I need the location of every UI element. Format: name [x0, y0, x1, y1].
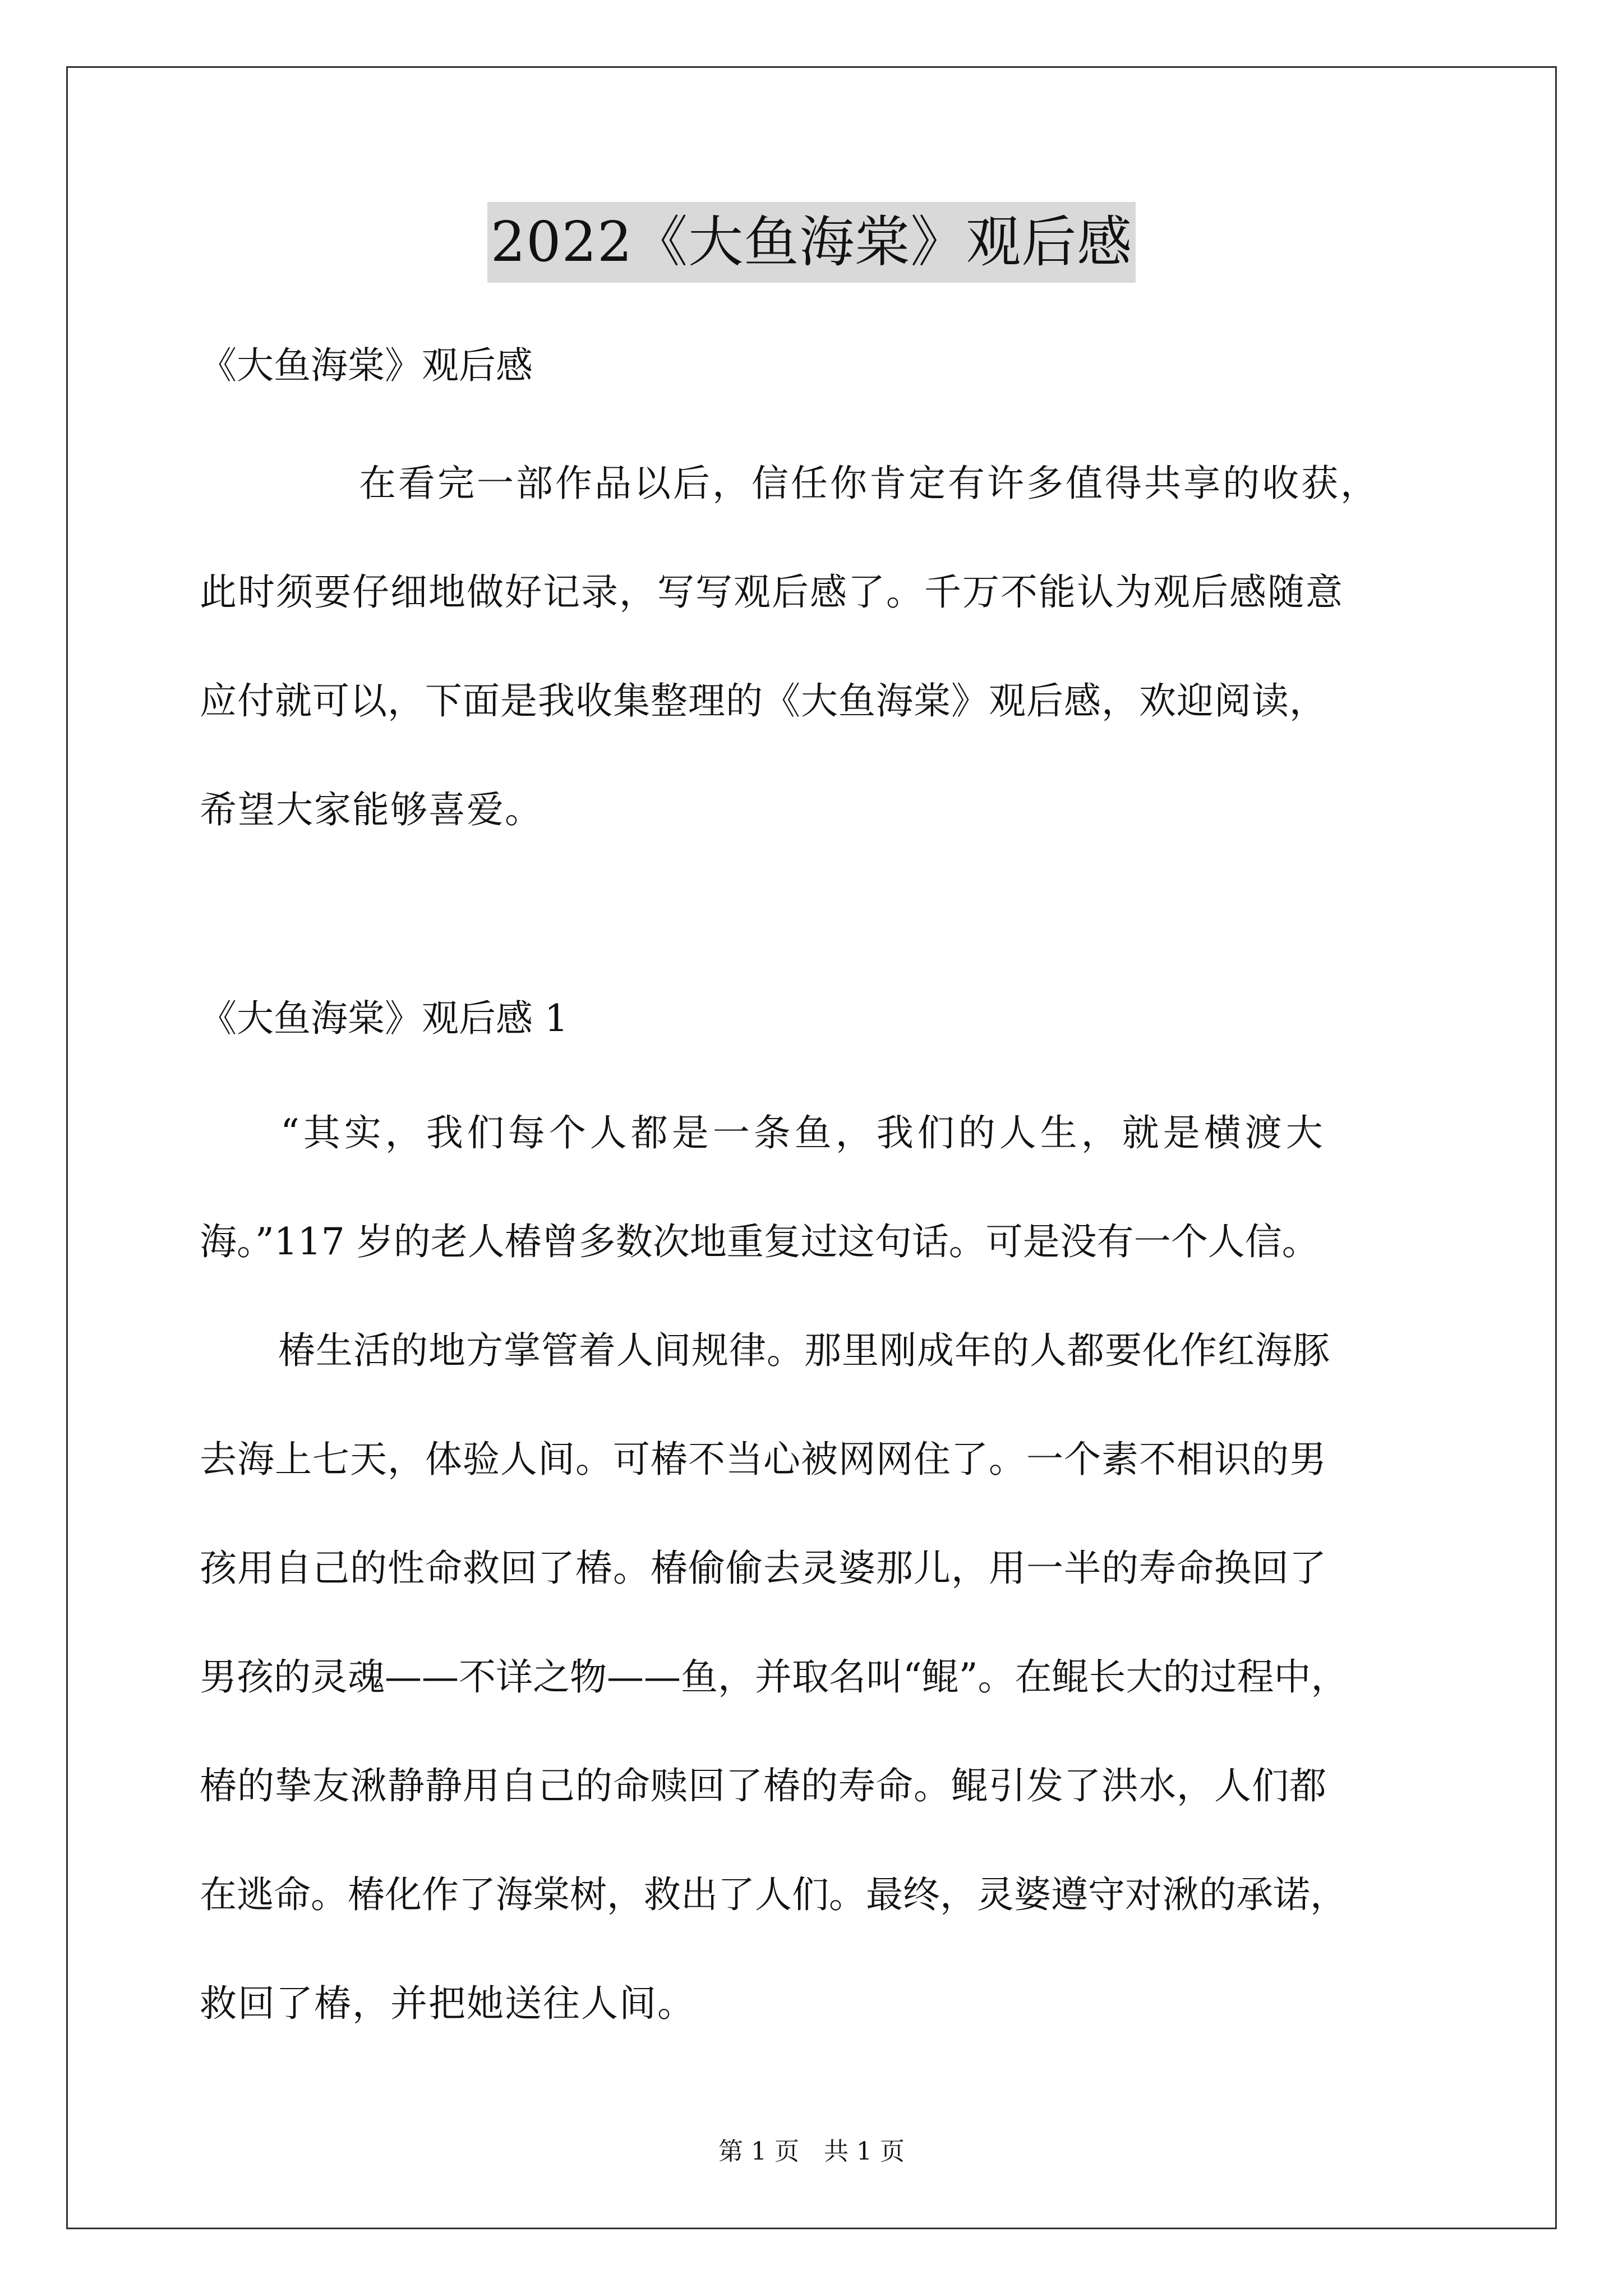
section1-paragraph-line: 孩用自己的性命救回了椿。椿偷偷去灵婆那儿，用一半的寿命换回了	[200, 1547, 1327, 1590]
section1-paragraph-line: 在逃命。椿化作了海棠树，救出了人们。最终，灵婆遵守对湫的承诺，	[200, 1873, 1347, 1916]
section1-paragraph-line: 去海上七天，体验人间。可椿不当心被网网住了。一个素不相识的男	[200, 1438, 1327, 1481]
section1-paragraph-line: “其实，我们每个人都是一条鱼，我们的人生，就是横渡大	[280, 1111, 1327, 1154]
section1-paragraph-line: 海。”117 岁的老人椿曾多数次地重复过这句话。可是没有一个人信。	[200, 1220, 1319, 1263]
page-footer: 第 1 页 共 1 页	[718, 2137, 905, 2166]
title-container	[0, 202, 1623, 283]
intro-paragraph-line: 此时须要仔细地做好记录，写写观后感了。千万不能认为观后感随意	[200, 570, 1344, 614]
intro-paragraph-line: 在看完一部作品以后，信任你肯定有许多值得共享的收获，	[359, 462, 1380, 505]
intro-paragraph-line: 希望大家能够喜爱。	[200, 788, 543, 831]
section1-paragraph-line: 男孩的灵魂——不详之物——鱼，并取名叫“鲲”。在鲲长大的过程中，	[200, 1655, 1348, 1699]
section1-paragraph-line: 救回了椿，并把她送往人间。	[200, 1982, 695, 2025]
intro-heading: 《大鱼海棠》观后感	[200, 344, 533, 387]
document-title: 2022《大鱼海棠》观后感	[487, 202, 1136, 283]
section1-heading: 《大鱼海棠》观后感 1	[200, 997, 568, 1040]
section1-paragraph-line: 椿的挚友湫静静用自己的命赎回了椿的寿命。鲲引发了洪水，人们都	[200, 1764, 1327, 1807]
intro-paragraph-line: 应付就可以，下面是我收集整理的《大鱼海棠》观后感，欢迎阅读，	[200, 679, 1327, 723]
section1-paragraph-line: 椿生活的地方掌管着人间规律。那里刚成年的人都要化作红海豚	[278, 1329, 1330, 1372]
